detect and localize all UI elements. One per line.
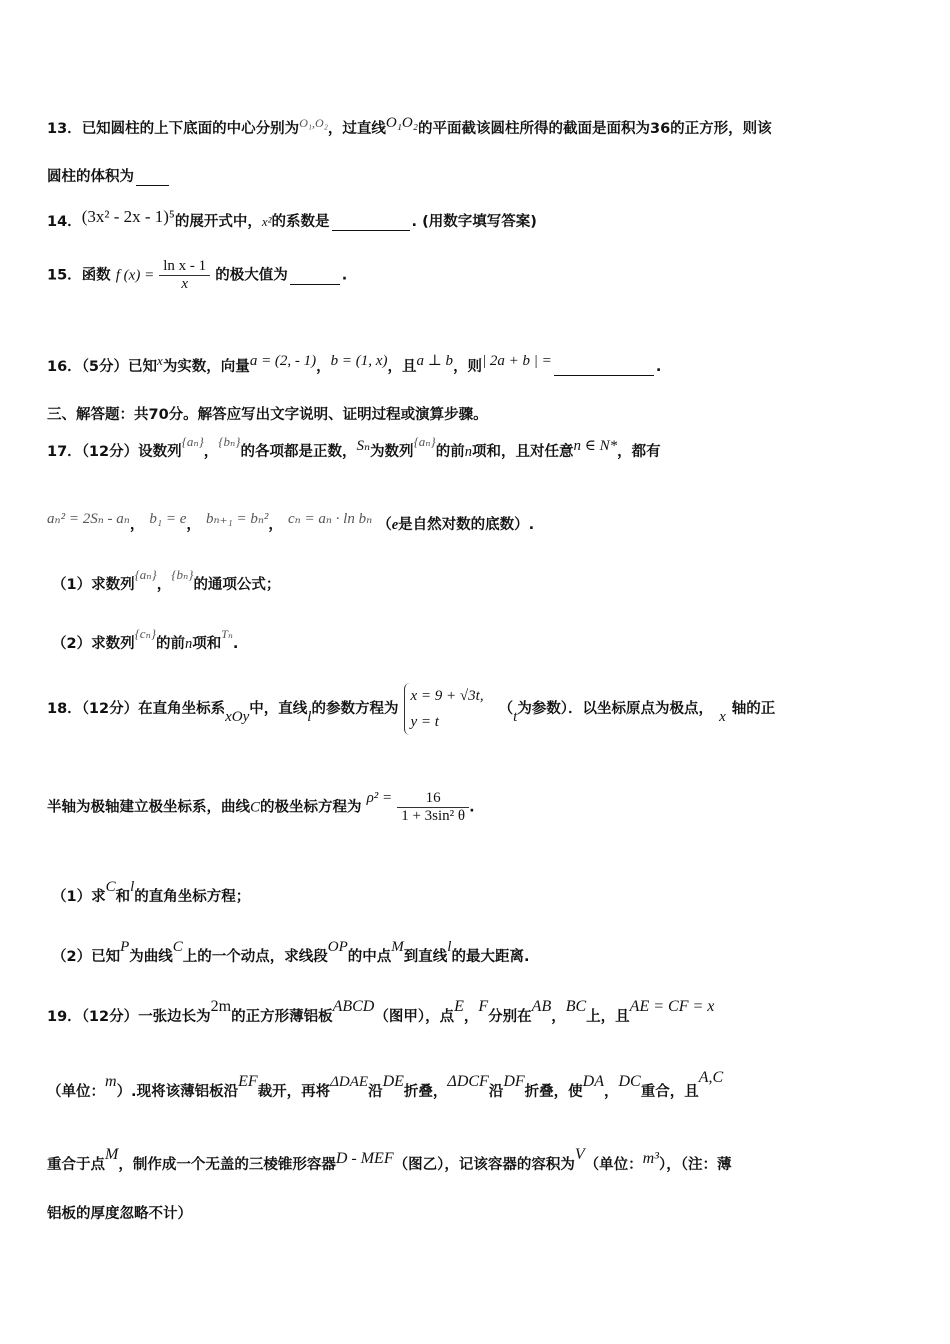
math-an-squared: aₙ² = 2Sₙ - aₙ <box>47 511 130 527</box>
answer-blank-15[interactable] <box>290 268 340 285</box>
fraction-lnx: $\frac{\text{ln x - 1}}{x}$ <box>159 258 210 293</box>
q16-line: 16．（5分）已知x为实数，向量a = (2, - 1)，b = (1, x)，且a ⊥ b，则| 2a + b | = . <box>47 353 662 375</box>
math-vector-b: b = (1, x) <box>330 353 388 369</box>
q19-line1: 19．（12分）一张边长为2m的正方形薄铝板ABCD（图甲），点E，F分别在AB，BC上，且AE = CF = x <box>47 998 715 1025</box>
math-f-of-x: f (x) = <box>115 267 155 284</box>
q18-part2: （2）已知P为曲线C上的一个动点，求线段OP的中点M到直线l的最大距离. <box>52 939 530 965</box>
math-norm: | 2a + b | = <box>482 353 552 369</box>
param-equations: x = 9 + √3t, y = t <box>404 683 484 735</box>
q14-line: 14．(3x² - 2x - 1)⁵的展开式中，x²的系数是 . (用数字填写答案) <box>47 207 537 230</box>
answer-blank-16[interactable] <box>554 359 654 376</box>
math-rho-squared: ρ² = <box>366 789 393 806</box>
q15-line: 15．函数 f (x) = $\frac{\text{ln x - 1}}{x}$ 的极大值为 . <box>47 258 348 292</box>
math-vector-a: a = (2, - 1) <box>249 353 317 369</box>
math-o1o2-line: O₁O₂ <box>385 115 418 131</box>
math-x-squared: x² <box>261 214 272 229</box>
q19-line2: （单位：m）.现将该薄铝板沿EF裁开，再将ΔDAE沿DE折叠，ΔDCF沿DF折叠，使DA，DC重合，且A,C <box>47 1069 724 1100</box>
q17-line2: aₙ² = 2Sₙ - aₙ， b₁ = e， bₙ₊₁ = bₙ²， cₙ = aₙ · ln bₙ （e是自然对数的底数）. <box>47 511 535 533</box>
math-o1-o2: O₁,O₂ <box>299 116 328 130</box>
q17-part2: （2）求数列{cₙ}的前n项和$^{T_n}$. <box>52 626 239 652</box>
math-expansion-expr: (3x² - 2x - 1)⁵ <box>81 207 175 226</box>
math-b1: b₁ = e <box>149 511 187 527</box>
q18-line2: 半轴为极轴建立极坐标系，曲线C的极坐标方程为 ρ² = $\frac{16}{\text{1 + 3sin² θ}}$ . <box>47 789 475 824</box>
q19-line3: 重合于点M，制作成一个无盖的三棱锥形容器D - MEF（图乙），记该容器的容积为V（单位：m³），（注：薄 <box>47 1146 732 1173</box>
answer-blank-13[interactable] <box>136 169 169 186</box>
q13-line1: 13．已知圆柱的上下底面的中心分别为$^{O_1,O_2}$，过直线O₁O₂的平面截该圆柱所得的截面是面积为36的正方形，则该 <box>47 115 772 137</box>
answer-blank-14[interactable] <box>332 214 410 231</box>
math-cn: cₙ = aₙ · ln bₙ <box>287 511 373 527</box>
q17-line1: 17．（12分）设数列{aₙ}，{bₙ}的各项都是正数，Sₙ为数列{aₙ}的前n项和，且对任意n ∈ N*，都有 <box>47 434 661 460</box>
math-perpendicular: a ⊥ b <box>416 353 454 369</box>
math-bn-recurrence: bₙ₊₁ = bₙ² <box>205 511 269 527</box>
q18-part1: （1）求C和l的直角坐标方程； <box>52 879 251 905</box>
fraction-polar: $\frac{16}{\text{1 + 3sin² θ}}$ <box>397 790 469 825</box>
section-heading-3: 三、解答题：共70分。解答应写出文字说明、证明过程或演算步骤。 <box>47 407 488 423</box>
q17-part1: （1）求数列{aₙ}，{bₙ}的通项公式； <box>52 567 281 593</box>
q19-line4: 铝板的厚度忽略不计） <box>47 1206 192 1222</box>
q18-line1: 18．（12分）在直角坐标系xOy中，直线l的参数方程为 x = 9 + √3t, y = t （t为参数）．以坐标原点为极点， x 轴的正 <box>47 683 775 735</box>
math-n-in-N: n ∈ N* <box>573 438 618 454</box>
q13-line2: 圆柱的体积为 <box>47 165 171 186</box>
